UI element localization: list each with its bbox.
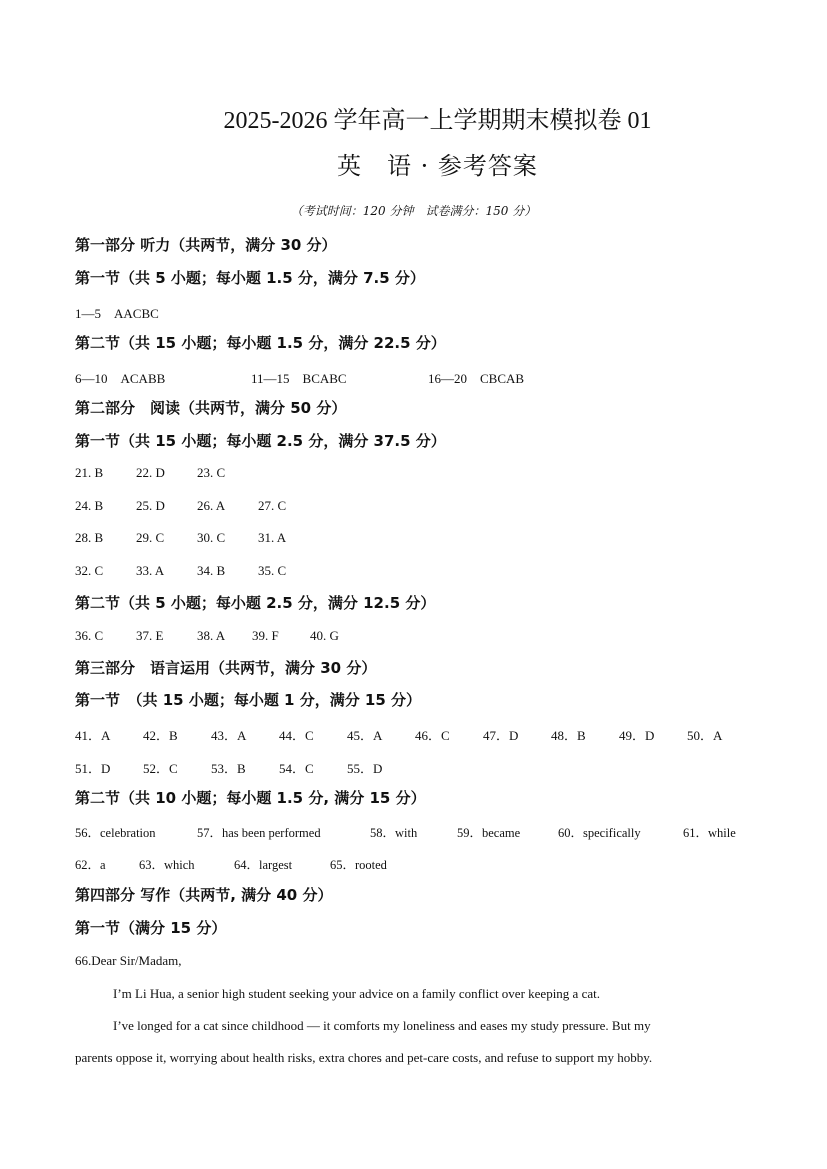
answer-row <box>75 498 286 514</box>
answer-item: 25. D <box>136 498 165 513</box>
part2-heading: 第二部分 阅读（共两节，满分 50 分） <box>75 399 347 417</box>
answer-item: 64．largest <box>234 858 293 872</box>
part1-section2-answers <box>75 368 524 387</box>
answer-group: 16—20 CBCAB <box>428 371 525 386</box>
answer-item: 52．C <box>143 761 178 776</box>
answer-item: 28. B <box>75 530 104 545</box>
answer-row <box>75 823 736 841</box>
answer-item: 40. G <box>310 628 339 643</box>
page-subtitle: 英 语 · 参考答案 <box>337 152 538 180</box>
answer-item: 24. B <box>75 498 104 513</box>
answer-item: 47．D <box>483 728 519 743</box>
page-title: 2025-2026 学年高一上学期期末模拟卷 01 <box>223 108 652 134</box>
answer-item: 49．D <box>619 728 655 743</box>
answer-item: 57．has been performed <box>197 826 321 840</box>
answer-row <box>75 530 286 546</box>
part3-heading: 第三部分 语言运用（共两节，满分 30 分） <box>75 659 377 677</box>
part2-section1-heading: 第一节（共 15 小题；每小题 2.5 分，满分 37.5 分） <box>75 432 446 450</box>
answer-item: 61．while <box>683 826 736 840</box>
letter-greeting: 66.Dear Sir/Madam, <box>75 953 182 968</box>
part4-section1-heading: 第一节（满分 15 分） <box>75 919 227 937</box>
answer-item: 27. C <box>258 498 287 513</box>
answer-item: 31. A <box>258 530 287 545</box>
answer-item: 23. C <box>197 465 226 480</box>
answer-item: 45．A <box>347 728 383 743</box>
answer-item: 51．D <box>75 761 111 776</box>
answer-item: 60．specifically <box>558 826 641 840</box>
answer-item: 43．A <box>211 728 247 743</box>
letter-paragraph: I’m Li Hua, a senior high student seeking your advice on a family conflict over keeping a cat. <box>113 986 600 1001</box>
answer-group: 11—15 BCABC <box>251 371 347 386</box>
letter-paragraph-line: parents oppose it, worrying about health risks, extra chores and pet-care costs, and refuse to support my hobby. <box>75 1050 653 1065</box>
part1-section2-heading: 第二节（共 15 小题；每小题 1.5 分，满分 22.5 分） <box>75 334 446 352</box>
answer-item: 59．became <box>457 826 521 840</box>
part1-section1-answers <box>75 303 159 322</box>
answer-item: 48．B <box>551 728 586 743</box>
answer-group: 1—5 AACBC <box>75 306 159 321</box>
answer-item: 56．celebration <box>75 826 156 840</box>
answer-item: 22. D <box>136 465 165 480</box>
answer-group: 6—10 ACABB <box>75 371 166 386</box>
answer-item: 41．A <box>75 728 111 743</box>
answer-item: 30. C <box>197 530 226 545</box>
exam-note: （考试时间：120 分钟 试卷满分：150 分） <box>290 204 537 218</box>
answer-item: 42．B <box>143 728 178 743</box>
answer-item: 58．with <box>370 826 418 840</box>
letter-paragraph-line: I’ve longed for a cat since childhood — it comforts my loneliness and eases my study pressure. But my <box>113 1018 651 1033</box>
answer-item: 44．C <box>279 728 314 743</box>
part1-section1-heading: 第一节（共 5 小题；每小题 1.5 分，满分 7.5 分） <box>75 269 425 287</box>
answer-row <box>75 855 387 873</box>
answer-item: 37. E <box>136 628 164 643</box>
part2-section2-heading: 第二节（共 5 小题；每小题 2.5 分，满分 12.5 分） <box>75 594 436 612</box>
part4-heading: 第四部分 写作（共两节, 满分 40 分） <box>75 886 333 904</box>
part3-section2-heading: 第二节（共 10 小题；每小题 1.5 分, 满分 15 分） <box>75 789 426 807</box>
answer-item: 65．rooted <box>330 858 387 872</box>
answer-item: 54．C <box>279 761 314 776</box>
answer-item: 50．A <box>687 728 723 743</box>
answer-item: 35. C <box>258 563 287 578</box>
answer-row <box>75 725 722 744</box>
answer-item: 29. C <box>136 530 165 545</box>
answer-item: 34. B <box>197 563 226 578</box>
answer-row <box>75 758 382 777</box>
answer-row <box>75 563 286 579</box>
answer-item: 55．D <box>347 761 383 776</box>
answer-row <box>75 628 339 644</box>
answer-item: 21. B <box>75 465 104 480</box>
answer-item: 53．B <box>211 761 246 776</box>
answer-item: 46．C <box>415 728 450 743</box>
answer-item: 63．which <box>139 858 195 872</box>
answer-item: 36. C <box>75 628 104 643</box>
answer-item: 38. A <box>197 628 226 643</box>
answer-item: 26. A <box>197 498 226 513</box>
part3-section1-heading: 第一节 （共 15 小题；每小题 1 分，满分 15 分） <box>75 691 422 709</box>
answer-row <box>75 465 225 481</box>
answer-item: 62．a <box>75 858 106 872</box>
answer-item: 39. F <box>252 628 279 643</box>
answer-item: 33. A <box>136 563 165 578</box>
part1-heading: 第一部分 听力（共两节，满分 30 分） <box>75 236 337 254</box>
answer-item: 32. C <box>75 563 104 578</box>
